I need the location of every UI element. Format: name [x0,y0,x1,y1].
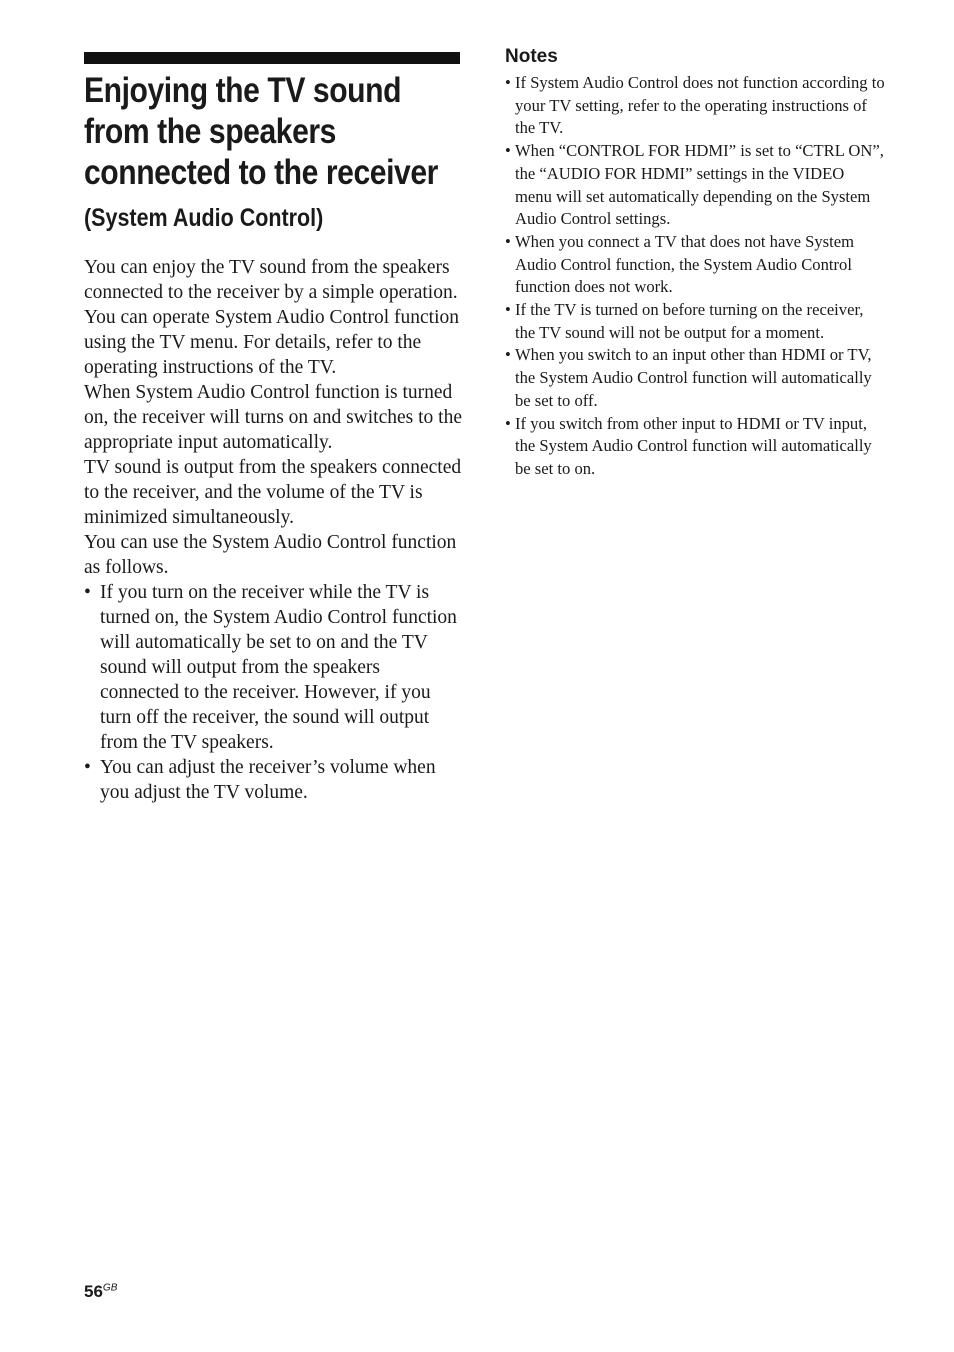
body-paragraph: You can use the System Audio Control function as follows. [84,532,457,578]
notes-section [505,46,885,481]
page-number-suffix: GB [102,1282,118,1294]
title-line: Enjoying the TV sound [84,71,402,110]
page-number-value: 56 [84,1282,103,1301]
page-number [84,1282,117,1302]
body-paragraph: You can operate System Audio Control function using the TV menu. For details, refer to the operating instructions of the TV. [84,307,459,378]
feature-list [84,580,462,805]
note-item: • If the TV is turned on before turning on the receiver, the TV sound will not be output for a moment. [505,299,885,344]
title-line: connected to the receiver [84,153,438,192]
title-line: from the speakers [84,112,337,151]
note-item: • If System Audio Control does not function according to your TV setting, refer to the operating instructions of the TV. [505,72,885,140]
page-title [84,70,462,193]
list-item: • If you turn on the receiver while the TV is turned on, the System Audio Control function will automatically be set to on and the TV sound will output from the speakers connected to the receiver. However, if you turn off the receiver, the sound will output from the TV speakers. [84,580,462,755]
note-item: • When “CONTROL FOR HDMI” is set to “CTRL ON”, the “AUDIO FOR HDMI” settings in the VIDEO menu will set automatically depending on the System Audio Control settings. [505,140,885,231]
page-subtitle: (System Audio Control) [84,204,324,232]
body-paragraph: You can enjoy the TV sound from the speakers connected to the receiver by a simple operation. [84,257,458,303]
note-item: • If you switch from other input to HDMI or TV input, the System Audio Control function will automatically be set to on. [505,413,885,481]
body-paragraph: TV sound is output from the speakers connected to the receiver, and the volume of the TV is minimized simultaneously. [84,457,462,528]
list-item: • You can adjust the receiver’s volume when you adjust the TV volume. [84,755,462,805]
notes-list [505,72,885,481]
notes-heading: Notes [505,46,558,67]
left-column [84,52,462,805]
title-rule [84,52,460,64]
body-text [84,255,462,805]
note-item: • When you switch to an input other than HDMI or TV, the System Audio Control function will automatically be set to off. [505,344,885,412]
note-item: • When you connect a TV that does not have System Audio Control function, the System Audio Control function does not work. [505,231,885,299]
body-paragraph: When System Audio Control function is turned on, the receiver will turns on and switches to the appropriate input automatically. [84,382,462,453]
